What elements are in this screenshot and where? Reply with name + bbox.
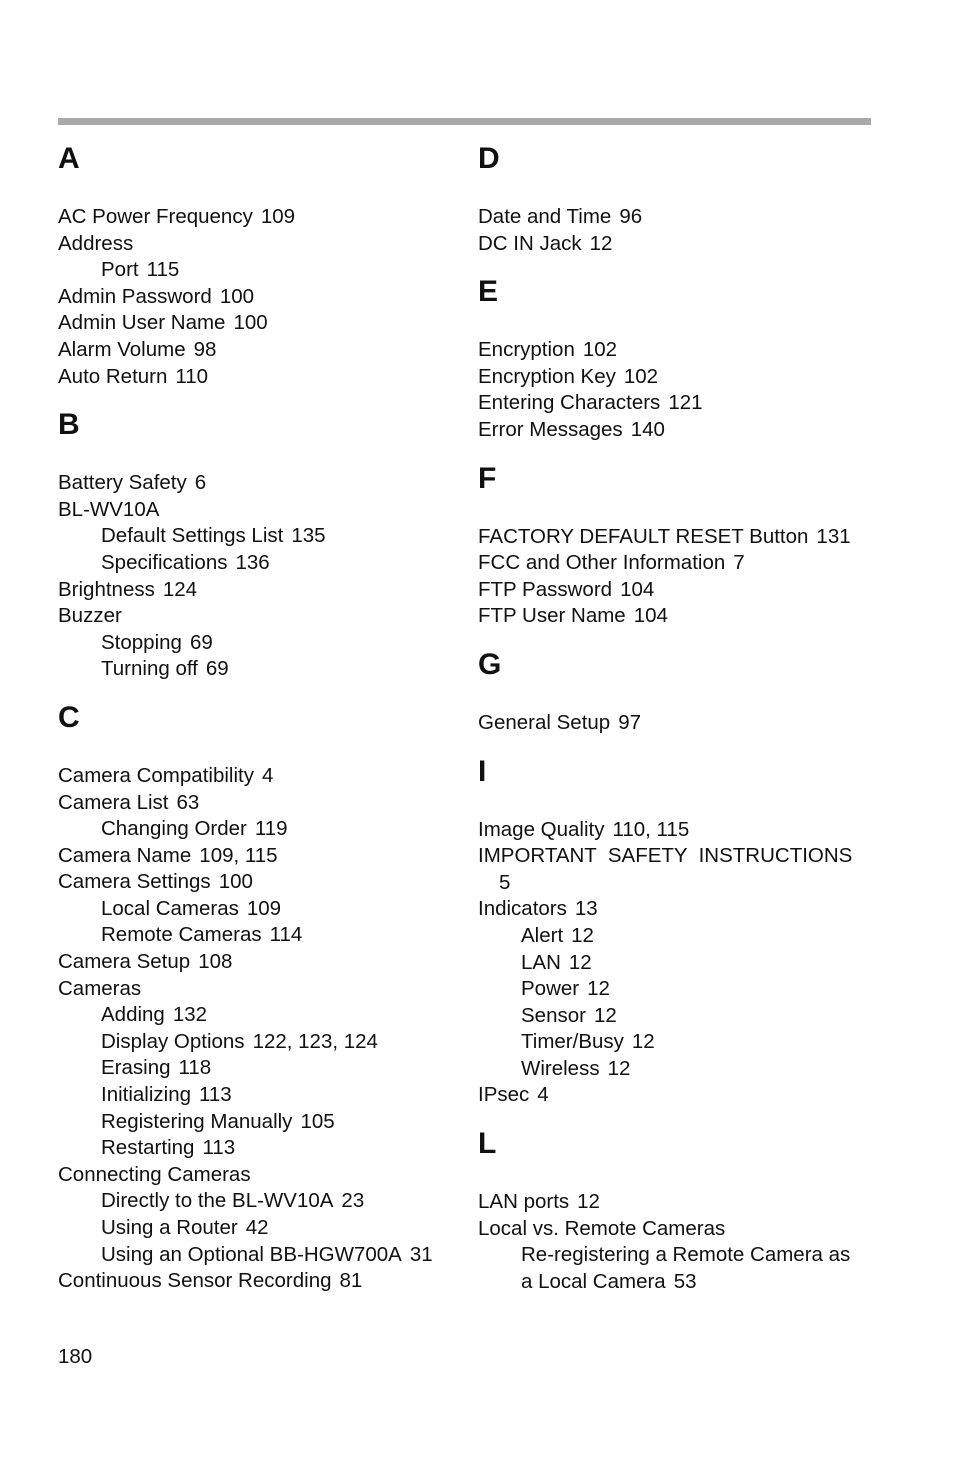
index-term: Default Settings List [101,524,284,548]
index-entry [58,843,458,870]
index-term: Camera List [58,790,169,814]
index-page-refs: 109 [246,896,282,920]
index-term: FTP Password [478,577,613,601]
index-page-refs: 104 [633,604,668,628]
index-term: BL-WV10A [58,497,160,521]
index-term: Registering Manually [101,1109,293,1133]
index-page-refs: 136 [235,550,270,574]
index-entry [478,390,878,417]
index-page-refs: 4 [537,1083,549,1107]
index-term: FTP User Name [478,604,626,628]
index-page-refs: 12 [589,231,613,255]
index-page-refs: 6 [194,471,207,495]
index-section-i [478,751,878,1110]
index-entry-list [58,763,458,1295]
index-entry [58,470,458,497]
section-letter: B [58,408,80,442]
index-page-refs: 12 [631,1030,655,1054]
index-term: Cameras [58,976,142,1000]
index-page-refs: 122, 123, 124 [252,1029,378,1053]
index-entry [58,869,458,896]
index-entry [478,1189,878,1216]
index-term: Connecting Cameras [58,1162,251,1186]
index-subentry [58,1029,458,1056]
index-section-g [478,644,878,737]
index-entry [58,1162,458,1189]
index-subentry [58,1055,458,1082]
index-term: Re-registering a Remote Camera as [521,1243,851,1267]
index-page-refs: 4 [261,763,274,787]
index-term: AC Power Frequency [58,205,253,228]
index-page-refs: 53 [673,1269,697,1293]
index-page-refs: 12 [593,1003,617,1027]
index-page-refs: 12 [568,950,592,974]
index-term: IPsec [478,1083,530,1107]
index-page-refs: 114 [269,923,303,947]
index-subentry [58,523,458,550]
index-page-refs: 23 [341,1189,365,1213]
index-page-refs: 13 [574,897,598,921]
index-page-refs: 132 [172,1003,208,1027]
index-page-refs: 124 [162,577,198,601]
index-subentry [58,896,458,923]
index-subentry [478,976,878,1003]
index-subentry [58,816,458,843]
index-page-refs: 109 [260,205,296,228]
index-entry [58,790,458,817]
index-subentry [58,1215,458,1242]
index-term-continuation [521,1269,878,1296]
index-entry-list [478,1189,878,1295]
index-subentry [58,1082,458,1109]
index-term: Specifications [101,550,228,574]
index-subentry [58,630,458,657]
index-entry [58,497,458,524]
section-letter: D [478,142,500,175]
index-term: Adding [101,1003,165,1027]
index-page-refs: 12 [607,1056,631,1080]
index-page-refs: 100 [219,284,255,308]
index-page-refs: 12 [577,1190,600,1214]
index-entry-list [478,817,878,1110]
index-subentry [58,550,458,577]
index-term: Entering Characters [478,391,661,415]
index-subentry [58,656,458,683]
index-subentry [58,1188,458,1215]
index-page-refs: 12 [587,977,610,1001]
index-term: Local vs. Remote Cameras [478,1216,726,1240]
header-rule [58,118,871,125]
index-term: Alert [521,923,564,947]
index-page-refs: 102 [582,338,618,362]
index-term: Stopping [101,630,182,654]
index-section-b [58,404,458,683]
section-letter: G [478,647,502,681]
index-term: Changing Order [101,817,247,841]
index-term: Auto Return [58,364,168,388]
index-page-refs: 119 [254,817,288,841]
index-entry [58,231,458,258]
index-entry-list [58,204,458,390]
index-subentry [478,1242,878,1295]
index-entry [478,231,878,258]
index-term: DC IN Jack [478,231,582,255]
index-entry [478,417,878,444]
index-term: Brightness [58,577,155,601]
index-term: Local Cameras [101,896,239,920]
index-subentry [58,257,458,284]
index-entry [58,763,458,790]
index-entry [478,1082,878,1109]
index-page-refs: 140 [630,417,665,441]
index-column-left [58,138,458,1309]
index-entry [478,337,878,364]
index-term: Using an Optional BB-HGW700A [101,1242,402,1266]
index-entry [58,337,458,364]
index-term: Using a Router [101,1216,238,1239]
index-term: Camera Name [58,843,192,867]
section-letter: A [58,142,80,175]
index-page-refs: 110 [175,364,209,388]
index-subentry [58,1135,458,1162]
index-entry [58,364,458,391]
index-subentry [478,1029,878,1056]
index-term: Turning off [101,657,198,681]
section-letter: L [478,1127,497,1161]
index-term: Remote Cameras [101,923,262,947]
index-page-refs: 113 [202,1136,236,1160]
index-page-refs: 63 [176,790,200,814]
index-entry [478,1216,878,1243]
index-term: Alarm Volume [58,337,186,361]
index-page-refs: 100 [218,870,253,894]
index-page-refs: 121 [668,391,703,415]
index-term: Continuous Sensor Recording [58,1269,332,1293]
index-column-right [478,138,878,1309]
index-term: Date and Time [478,205,612,228]
index-term: Initializing [101,1083,192,1107]
index-page-refs-wrapped [478,870,878,897]
index-subentry [478,1056,878,1083]
index-page-refs: 110, 115 [612,817,690,841]
index-page-refs: 104 [620,577,655,601]
index-entry [58,204,458,231]
index-subentry [478,1003,878,1030]
index-page-refs: 69 [189,630,213,654]
section-letter: C [58,700,80,734]
index-subentry [478,923,878,950]
index-entry-list [478,204,878,257]
index-entry [478,577,878,604]
index-term: Wireless [521,1056,600,1080]
index-entry [478,896,878,923]
index-term: Directly to the BL-WV10A [101,1189,334,1213]
index-section-c [58,697,458,1295]
index-term: LAN [521,950,561,974]
index-entry [58,310,458,337]
index-page-refs: 131 [816,524,851,548]
index-term: Admin Password [58,284,212,308]
index-term: Erasing [101,1056,171,1080]
index-page-refs: 100 [233,311,268,335]
index-section-d [478,138,878,257]
index-subentry [478,950,878,977]
index-term: Port [101,258,139,282]
index-entry [58,603,458,630]
index-entry [478,710,878,737]
index-term: Error Messages [478,417,623,441]
index-term: Encryption Key [478,364,616,388]
index-term: Restarting [101,1136,195,1160]
index-term: Display Options [101,1029,245,1053]
index-page-refs: 135 [291,524,326,548]
index-page-refs: 102 [623,364,659,388]
index-page-refs: 115 [146,258,180,282]
index-term: Camera Settings [58,870,211,894]
index-page-refs: 118 [178,1056,212,1080]
section-letter: I [478,754,487,788]
index-entry-list [58,470,458,683]
index-section-a [58,138,458,390]
index-entry [58,577,458,604]
index-page-refs: 69 [205,657,229,681]
section-letter: F [478,461,497,495]
index-entry [58,284,458,311]
index-page-refs: 42 [245,1216,269,1239]
index-entry-list [478,710,878,737]
index-term: IMPORTANT SAFETY INSTRUCTIONS [478,844,853,868]
index-section-l [478,1123,878,1295]
index-term: Buzzer [58,604,122,628]
index-entry [58,976,458,1003]
index-section-f [478,458,878,630]
index-entry [58,1268,458,1295]
index-term-continuation-text: a Local Camera [521,1269,666,1293]
index-term: Indicators [478,897,567,921]
index-term: Encryption [478,338,575,362]
section-letter: E [478,275,499,309]
index-entry [478,364,878,391]
index-entry [58,949,458,976]
index-subentry [58,1109,458,1136]
index-term: FACTORY DEFAULT RESET Button [478,524,809,548]
index-page-refs: 7 [733,551,745,575]
index-page-refs: 96 [619,205,643,228]
index-page-refs: 113 [199,1083,232,1107]
index-page-refs: 5 [499,870,511,894]
index-term: Power [521,977,580,1001]
index-subentry [58,922,458,949]
index-page-refs: 12 [571,923,594,947]
index-page-refs: 109, 115 [199,843,278,867]
index-page-refs: 98 [193,337,217,361]
index-entry [478,524,878,551]
index-term: LAN ports [478,1190,570,1214]
page-number: 180 [58,1345,93,1368]
index-entry-list [478,524,878,630]
index-term: Sensor [521,1003,586,1027]
index-term: Address [58,231,134,255]
index-term: Admin User Name [58,311,226,335]
index-term: Image Quality [478,817,605,841]
index-page-refs: 105 [300,1109,335,1133]
index-subentry [58,1002,458,1029]
index-entry-list [478,337,878,443]
index-term: General Setup [478,710,611,734]
index-entry [478,603,878,630]
index-page-refs: 81 [339,1269,363,1293]
index-term: Camera Compatibility [58,763,254,787]
index-entry [478,204,878,231]
index-entry [478,843,878,896]
index-page-refs: 31 [409,1242,433,1266]
index-term: FCC and Other Information [478,551,726,575]
index-page-refs: 97 [618,710,642,734]
index-subentry [58,1242,458,1269]
index-page-refs: 108 [198,950,233,974]
index-entry [478,550,878,577]
index-section-e [478,271,878,443]
index-term: Battery Safety [58,471,187,495]
index-entry [478,817,878,844]
index-term: Timer/Busy [521,1030,624,1054]
index-term: Camera Setup [58,950,191,974]
